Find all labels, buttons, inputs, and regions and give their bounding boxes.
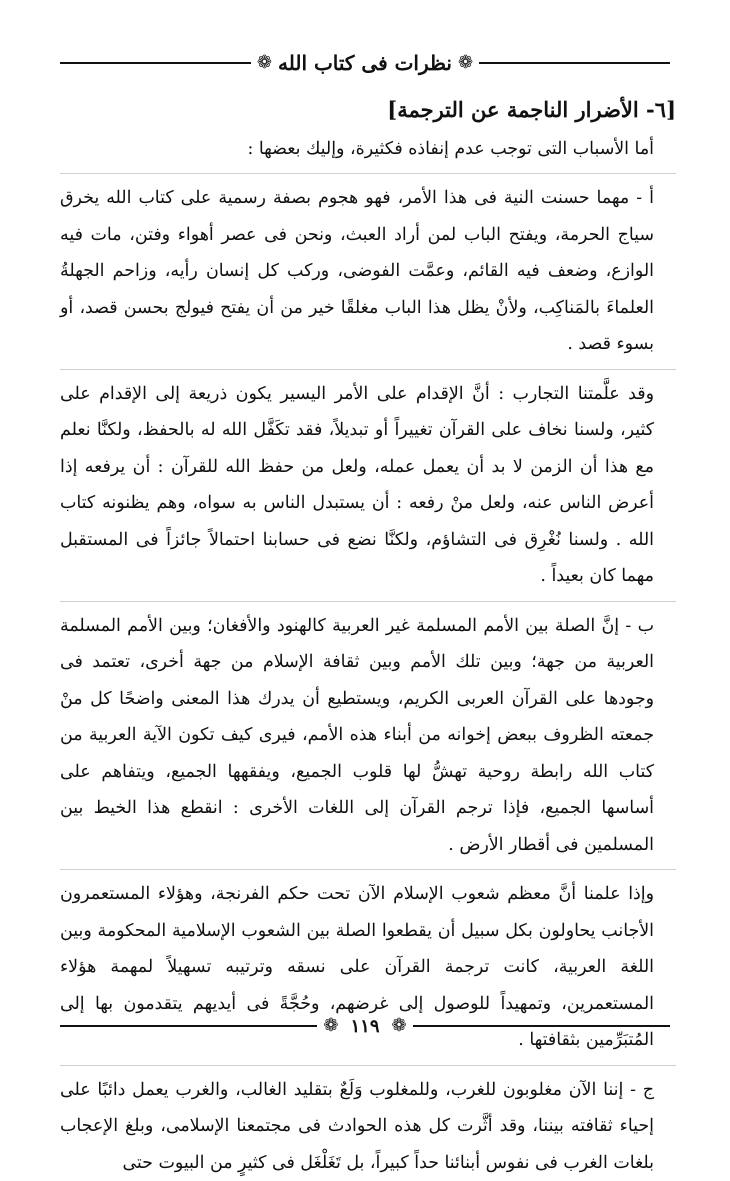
divider <box>60 601 676 602</box>
paragraph-colonial: وإذا علمنا أنَّ معظم شعوب الإسلام الآن تحت حكم الفرنجة، وهؤلاء المستعمرون الأجانب يحاولون بكل سبيل أن يقطعوا الصلة بين الشعوب الإسلامية المحكومة وبين اللغة العربية، كانت ترجمة القرآن على نسقه وترتيبه تسهيلاً لمهمة هؤلاء المستعمرين، وتمهيداً للوصول إلى غرضهم، وحُجَّةً فى أيديهم يتقدمون بها إلى المُتبَرِّمين بثقافتها . <box>60 876 676 1059</box>
divider <box>60 369 676 370</box>
flower-ornament-icon: ❁ <box>458 54 473 72</box>
header-rule-right <box>479 62 670 64</box>
divider <box>60 173 676 174</box>
paragraph-a: أ - مهما حسنت النية فى هذا الأمر، فهو هجوم بصفة رسمية على كتاب الله يخرق سياج الحرمة، ويفتح الباب لمن أراد العبث، ونحن فى عصر أهواء وفتن، مات فيه الوازع، وضعف فيه القائم، وعمَّت الفوضى، وركب كل إنسان رأيه، وزاحم الجهلةُ العلماءَ بالمَناكِب، ولأنْ يظل هذا الباب مغلقًا خير من أن يفتح فيولج بحسن قصد، أو بسوء قصد . <box>60 180 676 363</box>
paragraph-b: ب - إنَّ الصلة بين الأمم المسلمة غير العربية كالهنود والأفغان؛ وبين الأمم المسلمة العربية من جهة؛ وبين تلك الأمم وبين ثقافة الإسلام من جهة أخرى، تعتمد فى وجودها على القرآن العربى الكريم، ويستطيع أن يدرك هذا المعنى واضحًا كل منْ جمعته الظروف ببعض إخوانه من أبناء هذه الأمم، فيرى كيف تكون الآية العربية من كتاب الله رابطة روحية تهشُّ لها قلوب الجميع، ويفقهها الجميع، ويتفاهم على أساسها الجميع، فإذا ترجم القرآن إلى اللغات الأخرى : انقطع هذا الخيط بين المسلمين فى أقطار الأرض . <box>60 608 676 864</box>
intro-paragraph: أما الأسباب التى توجب عدم إنفاذه فكثيرة، وإليك بعضها : <box>60 131 676 168</box>
divider <box>60 869 676 870</box>
flower-ornament-icon: ❁ <box>257 54 272 72</box>
flower-ornament-icon: ❁ <box>323 1017 338 1035</box>
footer-rule-right <box>413 1025 670 1027</box>
page-number: ١١٩ <box>350 1016 379 1037</box>
paragraph-experience: وقد علَّمتنا التجارب : أنَّ الإقدام على الأمر اليسير يكون ذريعة إلى الإقدام على كثير، ولسنا نخاف على القرآن تغييراً أو تبديلاً، فقد تكَفَّل الله له بالحفظ، ولكنَّا نعلم مع هذا أن الزمن لا بد أن يعمل عمله، ولعل من حفظ الله للقرآن : أن يرفعه إذا أعرض الناس عنه، ولعل منْ رفعه : أن يستبدل الناس به سواه، وهم يظنونه كتاب الله . ولسنا نُغْرِق فى التشاؤم، ولكنَّا نضع فى حسابنا احتمالاً جائزاً فى المستقبل مهما كان بعيداً . <box>60 376 676 595</box>
page-footer <box>60 1012 670 1040</box>
footer-rule-left <box>60 1025 317 1027</box>
header-rule-left <box>60 62 251 64</box>
section-heading: [٦- الأضرار الناجمة عن الترجمة] <box>60 92 676 129</box>
divider <box>60 1065 676 1066</box>
paragraph-c: ج - إننا الآن مغلوبون للغرب، وللمغلوب وَلَعٌ بتقليد الغالب، والغرب يعمل دائبًا على إحياء ثقافته بيننا، وقد أثَّرت كل هذه الحوادث فى مجتمعنا الإسلامى، وبلغ الإعجاب بلغات الغرب فى نفوس أبنائنا حداً كبيراً، بل تَغَلْغَل فى كثيرٍ من البيوت حتى <box>60 1072 676 1181</box>
flower-ornament-icon: ❁ <box>392 1017 407 1035</box>
running-header <box>60 48 670 78</box>
running-title: نظرات فى كتاب الله <box>278 51 452 75</box>
